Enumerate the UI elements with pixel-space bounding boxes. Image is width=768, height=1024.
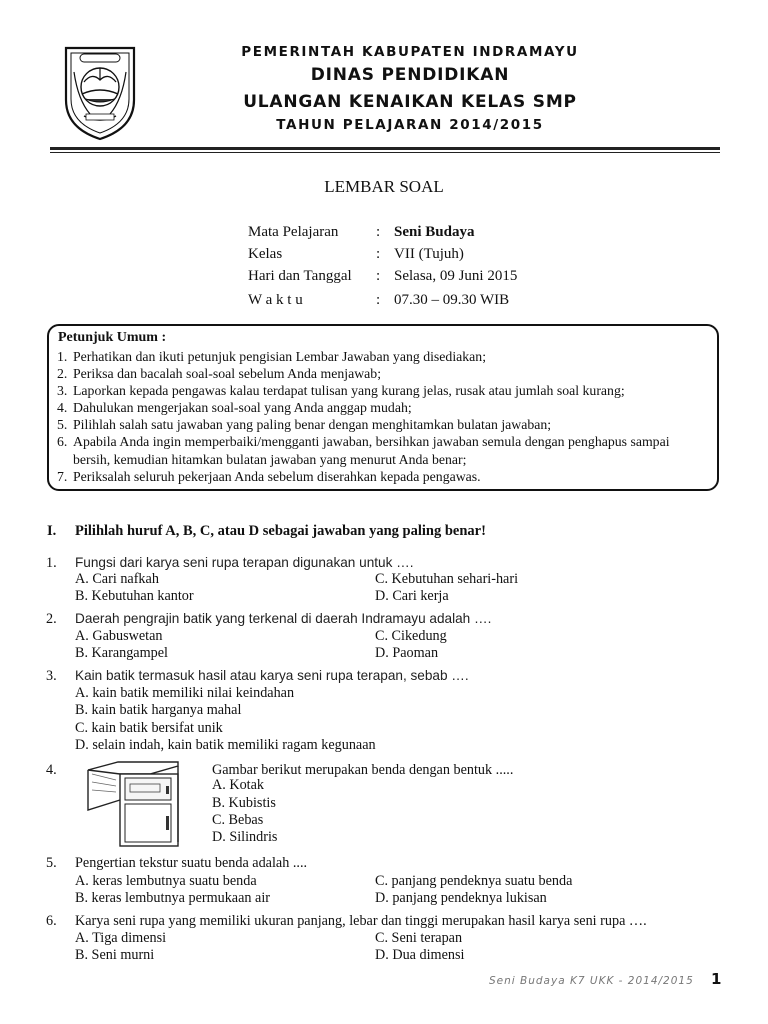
instruction-text: Periksa dan bacalah soal-soal sebelum Anda menjawab; xyxy=(73,366,382,382)
instruction-num: 4. xyxy=(57,400,68,416)
page-number: 1 xyxy=(711,970,722,988)
header-exam-name: ULANGAN KENAIKAN KELAS SMP xyxy=(243,92,577,112)
meta-value: 07.30 – 09.30 WIB xyxy=(394,292,510,308)
option-b: B. kain batik harganya mahal xyxy=(75,702,242,718)
question-text: Daerah pengrajin batik yang terkenal di daerah Indramayu adalah …. xyxy=(75,611,492,626)
meta-key: Kelas xyxy=(248,246,283,262)
meta-value: VII (Tujuh) xyxy=(394,246,464,262)
question-text: Pengertian tekstur suatu benda adalah .... xyxy=(75,855,308,871)
option-b: B. keras lembutnya permukaan air xyxy=(75,890,271,906)
question-number: 2. xyxy=(46,611,57,627)
option-c: C. panjang pendeknya suatu benda xyxy=(375,873,573,889)
option-c: C. Cikedung xyxy=(375,628,447,644)
instruction-num: 3. xyxy=(57,383,68,399)
instructions-list xyxy=(57,348,707,485)
option-d: D. panjang pendeknya lukisan xyxy=(375,890,547,906)
instruction-num: 1. xyxy=(57,349,68,364)
instruction-item xyxy=(57,382,707,399)
instruction-text: Dahulukan mengerjakan soal-soal yang Anda anggap mudah; xyxy=(73,400,412,416)
option-c: C. kain batik bersifat unik xyxy=(75,720,223,736)
question-number: 6. xyxy=(46,913,57,929)
section-instruction: Pilihlah huruf A, B, C, atau D sebagai jawaban yang paling benar! xyxy=(75,523,486,539)
question-number: 5. xyxy=(46,855,57,871)
question-text: Gambar berikut merupakan benda dengan bentuk ..... xyxy=(212,762,514,778)
option-a: A. keras lembutnya suatu benda xyxy=(75,873,257,889)
option-d: D. Silindris xyxy=(212,829,278,845)
option-a: A. Cari nafkah xyxy=(75,571,159,587)
question-text: Karya seni rupa yang memiliki ukuran panjang, lebar dan tinggi merupakan hasil karya seni rupa …. xyxy=(75,913,647,929)
page-title: LEMBAR SOAL xyxy=(324,177,444,196)
option-a: A. kain batik memiliki nilai keindahan xyxy=(75,685,295,701)
instructions-title: Petunjuk Umum : xyxy=(58,330,167,345)
option-a: A. Gabuswetan xyxy=(75,628,163,644)
instruction-num: 6. xyxy=(57,434,68,450)
option-d: D. selain indah, kain batik memiliki ragam kegunaan xyxy=(75,737,376,753)
refrigerator-icon xyxy=(80,760,188,848)
header-government: PEMERINTAH KABUPATEN INDRAMAYU xyxy=(241,44,579,60)
meta-separator: : xyxy=(376,246,381,262)
option-c: C. Bebas xyxy=(212,812,264,828)
option-b: B. Kubistis xyxy=(212,795,276,811)
option-b: B. Karangampel xyxy=(75,645,168,661)
question-number: 1. xyxy=(46,555,57,571)
meta-separator: : xyxy=(376,268,381,284)
meta-value: Seni Budaya xyxy=(394,224,475,240)
instruction-item xyxy=(57,433,707,467)
option-a: A. Tiga dimensi xyxy=(75,930,167,946)
section-number: I. xyxy=(47,523,57,539)
option-b: B. Seni murni xyxy=(75,947,155,963)
question-text: Fungsi dari karya seni rupa terapan digunakan untuk …. xyxy=(75,555,414,570)
question-text: Kain batik termasuk hasil atau karya seni rupa terapan, sebab …. xyxy=(75,668,469,683)
instruction-item xyxy=(57,416,707,433)
instruction-item xyxy=(57,399,707,416)
header-school-year: TAHUN PELAJARAN 2014/2015 xyxy=(276,117,544,133)
option-c: C. Seni terapan xyxy=(375,930,463,946)
instruction-text: Apabila Anda ingin memperbaiki/mengganti jawaban, bersihkan jawaban semula dengan penghapus sampai bersih, kemudian hitamkan bulatan jawaban yang menurut Anda benar; xyxy=(73,434,670,467)
instruction-num: 2. xyxy=(57,366,68,382)
meta-key: W a k t u xyxy=(248,292,303,308)
meta-separator: : xyxy=(376,292,381,308)
meta-value: Selasa, 09 Juni 2015 xyxy=(394,268,518,284)
page-footer: Seni Budaya K7 UKK - 2014/2015 xyxy=(489,975,694,987)
regency-emblem-icon xyxy=(60,42,140,142)
header-department: DINAS PENDIDIKAN xyxy=(310,65,510,85)
option-d: D. Dua dimensi xyxy=(375,947,465,963)
header-divider-thick xyxy=(50,147,720,150)
instruction-text: Pilihlah salah satu jawaban yang paling benar dengan menghitamkan bulatan jawaban; xyxy=(73,417,552,433)
question-number: 4. xyxy=(46,762,57,778)
meta-separator: : xyxy=(376,224,381,240)
instructions-box xyxy=(47,324,719,491)
instruction-text: Laporkan kepada pengawas kalau terdapat tulisan yang kurang jelas, rusak atau jumlah soal kurang; xyxy=(73,383,625,399)
question-number: 3. xyxy=(46,668,57,684)
option-d: D. Paoman xyxy=(375,645,439,661)
option-b: B. Kebutuhan kantor xyxy=(75,588,194,604)
option-a: A. Kotak xyxy=(212,777,265,793)
instruction-num: 5. xyxy=(57,417,68,433)
header-divider-thin xyxy=(50,152,720,153)
instruction-text: Perhatikan dan ikuti petunjuk pengisian Lembar Jawaban yang disediakan; xyxy=(73,349,487,364)
meta-key: Hari dan Tanggal xyxy=(248,268,352,284)
instruction-item xyxy=(57,365,707,382)
instruction-num: 7. xyxy=(57,468,68,484)
option-c: C. Kebutuhan sehari-hari xyxy=(375,571,519,587)
option-d: D. Cari kerja xyxy=(375,588,449,604)
instruction-item xyxy=(57,468,707,485)
meta-key: Mata Pelajaran xyxy=(248,224,339,240)
instruction-item xyxy=(57,348,707,365)
instruction-text: Periksalah seluruh pekerjaan Anda sebelum diserahkan kepada pengawas. xyxy=(73,468,481,484)
